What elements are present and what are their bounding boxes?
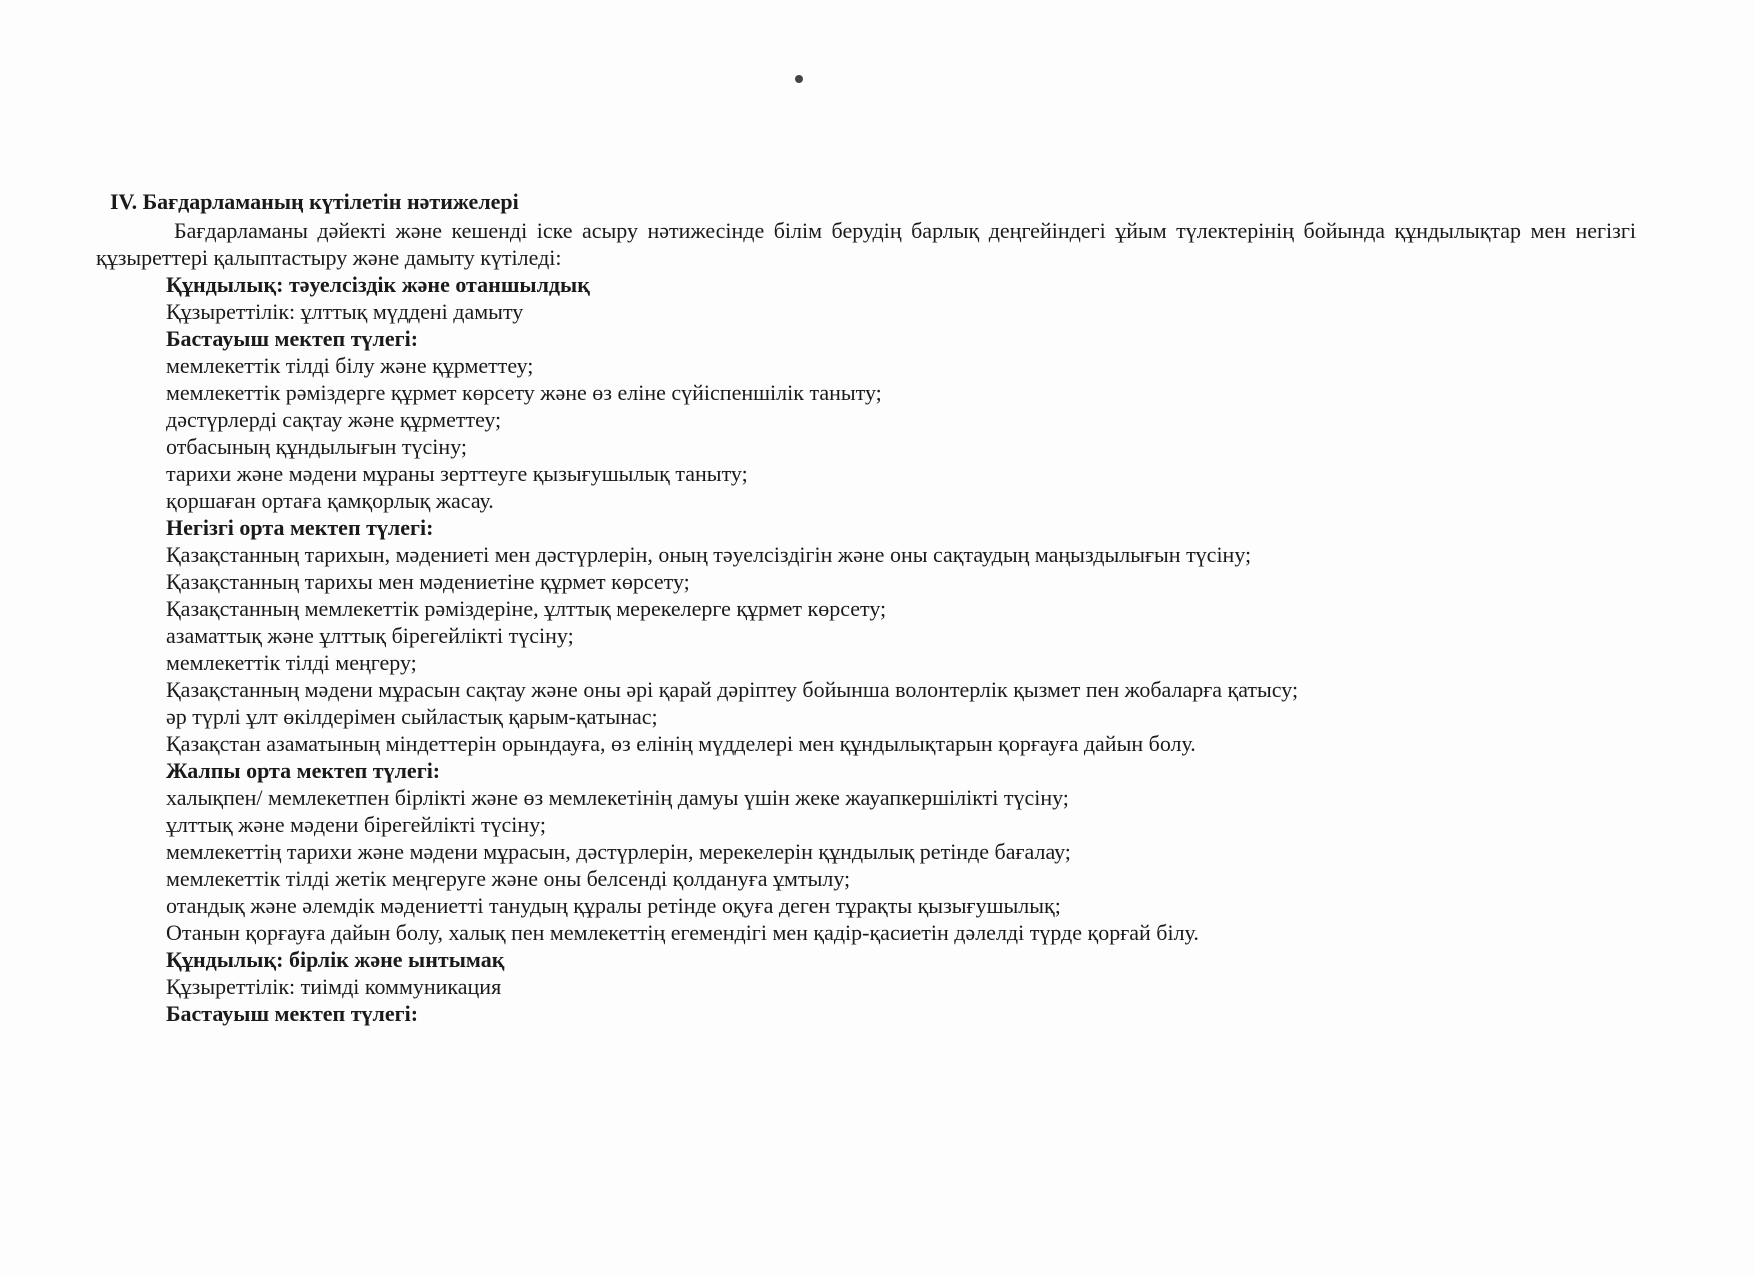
list-item: тарихи және мәдени мұраны зерттеуге қызығушылық таныту; bbox=[166, 461, 748, 486]
value2-competence: Құзыреттілік: тиімді коммуникация bbox=[166, 974, 502, 999]
value2-title: Құндылық: бірлік және ынтымақ bbox=[166, 947, 505, 972]
value2-primary-title: Бастауыш мектеп түлегі: bbox=[166, 1001, 419, 1026]
section-title: IV. Бағдарламаның күтілетін нәтижелері bbox=[110, 189, 519, 214]
value1-competence: Құзыреттілік: ұлттық мүддені дамыту bbox=[166, 299, 524, 324]
scan-speck bbox=[795, 75, 803, 83]
list-item: азаматтық және ұлттық бірегейлікті түсіну; bbox=[166, 623, 574, 648]
list-item: Қазақстан азаматының міндеттерін орындауға, өз елінің мүдделері мен құндылықтарын қорғауға дайын болу. bbox=[166, 731, 1196, 756]
list-item: отбасының құндылығын түсіну; bbox=[166, 434, 468, 459]
intro-paragraph: Бағдарламаны дәйекті және кешенді іске асыру нәтижесінде білім берудің барлық деңгейіндегі ұйым түлектерінің бойында құндылықтар мен негізгі құзыреттері қалыптастыру және дамыту күтіледі: bbox=[96, 218, 1636, 270]
list-item: мемлекеттік рәміздерге құрмет көрсету және өз еліне сүйіспеншілік таныту; bbox=[166, 380, 882, 405]
list-item: әр түрлі ұлт өкілдерімен сыйластық қарым-қатынас; bbox=[166, 704, 658, 729]
list-item: мемлекеттің тарихи және мәдени мұрасын, дәстүрлерін, мерекелерін құндылық ретінде бағалау; bbox=[166, 839, 1071, 864]
value1-title: Құндылық: тәуелсіздік және отаншылдық bbox=[166, 272, 590, 297]
list-item: Қазақстанның тарихы мен мәдениетіне құрмет көрсету; bbox=[166, 569, 690, 594]
list-item: Қазақстанның мемлекеттік рәміздеріне, ұлттық мерекелерге құрмет көрсету; bbox=[166, 596, 887, 621]
list-item: мемлекеттік тілді жетік меңгеруге және оны белсенді қолдануға ұмтылу; bbox=[166, 866, 851, 891]
list-item: мемлекеттік тілді білу және құрметтеу; bbox=[166, 353, 534, 378]
list-item: дәстүрлерді сақтау және құрметтеу; bbox=[166, 407, 502, 432]
list-item: мемлекеттік тілді меңгеру; bbox=[166, 650, 417, 675]
document-body bbox=[96, 188, 1636, 1027]
value1-primary-title: Бастауыш мектеп түлегі: bbox=[166, 326, 419, 351]
list-item: Қазақстанның мәдени мұрасын сақтау және оны әрі қарай дәріптеу бойынша волонтерлік қызмет пен жобаларға қатысу; bbox=[166, 677, 1299, 702]
list-item: қоршаған ортаға қамқорлық жасау. bbox=[166, 488, 494, 513]
list-item: ұлттық және мәдени бірегейлікті түсіну; bbox=[166, 812, 547, 837]
list-item: отандық және әлемдік мәдениетті танудың құралы ретінде оқуға деген тұрақты қызығушылық; bbox=[166, 893, 1061, 918]
value1-general-title: Жалпы орта мектеп түлегі: bbox=[166, 758, 441, 783]
list-item: халықпен/ мемлекетпен бірлікті және өз мемлекетінің дамуы үшін жеке жауапкершілікті түсіну; bbox=[166, 785, 1069, 810]
list-item: Отанын қорғауға дайын болу, халық пен мемлекеттің егемендігі мен қадір-қасиетін дәлелді түрде қорғай білу. bbox=[166, 920, 1199, 945]
value1-basic-title: Негізгі орта мектеп түлегі: bbox=[166, 515, 434, 540]
list-item: Қазақстанның тарихын, мәдениеті мен дәстүрлерін, оның тәуелсіздігін және оны сақтаудың маңыздылығын түсіну; bbox=[166, 542, 1252, 567]
